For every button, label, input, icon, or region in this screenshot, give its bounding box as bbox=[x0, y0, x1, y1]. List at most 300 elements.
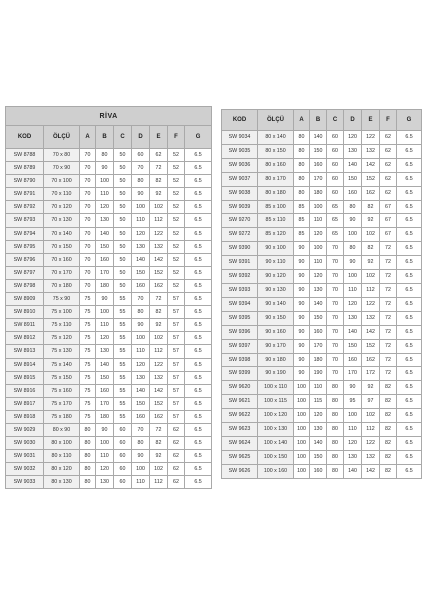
dimension-cell: 6.5 bbox=[397, 256, 422, 270]
dimension-cell: 110 bbox=[96, 450, 114, 463]
dimension-cell: 55 bbox=[114, 345, 132, 358]
dimension-cell: 112 bbox=[362, 283, 380, 297]
dimension-cell: 80 bbox=[80, 476, 96, 489]
dimension-cell: 60 bbox=[114, 437, 132, 450]
dimension-cell: 82 bbox=[380, 409, 397, 423]
dimension-cell: 150 bbox=[344, 172, 362, 186]
dimension-cell: 6.5 bbox=[397, 409, 422, 423]
dimension-cell: 90 bbox=[96, 293, 114, 306]
size-cell: 70 x 110 bbox=[44, 188, 80, 201]
column-header-b: B bbox=[310, 110, 327, 131]
dimension-cell: 82 bbox=[380, 395, 397, 409]
table-row bbox=[6, 450, 212, 463]
dimension-cell: 6.5 bbox=[185, 201, 212, 214]
table-row bbox=[222, 172, 422, 186]
table-row bbox=[222, 381, 422, 395]
product-code-cell: SW 9623 bbox=[222, 423, 258, 437]
dimension-cell: 90 bbox=[132, 450, 150, 463]
dimension-cell: 80 bbox=[327, 450, 344, 464]
dimension-cell: 70 bbox=[80, 201, 96, 214]
dimension-cell: 55 bbox=[114, 332, 132, 345]
dimension-cell: 92 bbox=[150, 450, 168, 463]
dimension-cell: 102 bbox=[150, 463, 168, 476]
dimension-cell: 80 bbox=[132, 306, 150, 319]
dimension-cell: 172 bbox=[362, 367, 380, 381]
dimension-cell: 130 bbox=[96, 345, 114, 358]
dimension-cell: 62 bbox=[168, 437, 185, 450]
dimension-cell: 50 bbox=[114, 227, 132, 240]
product-code-cell: SW 9621 bbox=[222, 395, 258, 409]
size-cell: 75 x 160 bbox=[44, 384, 80, 397]
dimension-cell: 140 bbox=[344, 464, 362, 478]
dimension-cell: 80 bbox=[132, 437, 150, 450]
dimension-cell: 142 bbox=[150, 253, 168, 266]
table-row bbox=[6, 188, 212, 201]
table-row bbox=[6, 214, 212, 227]
size-cell: 90 x 100 bbox=[258, 242, 294, 256]
dimension-cell: 62 bbox=[168, 476, 185, 489]
dimension-cell: 160 bbox=[310, 325, 327, 339]
column-header-d: D bbox=[132, 126, 150, 149]
dimension-cell: 80 bbox=[327, 409, 344, 423]
dimension-cell: 55 bbox=[114, 306, 132, 319]
table-row bbox=[6, 345, 212, 358]
dimension-cell: 150 bbox=[132, 266, 150, 279]
dimension-cell: 90 bbox=[294, 325, 310, 339]
dimension-cell: 100 bbox=[294, 395, 310, 409]
dimension-cell: 132 bbox=[362, 311, 380, 325]
column-header-d: D bbox=[344, 110, 362, 131]
dimension-cell: 110 bbox=[96, 319, 114, 332]
dimension-cell: 62 bbox=[168, 450, 185, 463]
dimension-cell: 62 bbox=[380, 158, 397, 172]
size-cell: 70 x 150 bbox=[44, 240, 80, 253]
dimension-cell: 6.5 bbox=[397, 464, 422, 478]
dimension-cell: 60 bbox=[114, 476, 132, 489]
dimension-cell: 70 bbox=[327, 270, 344, 284]
dimension-cell: 50 bbox=[114, 188, 132, 201]
dimension-cell: 60 bbox=[114, 450, 132, 463]
dimension-cell: 6.5 bbox=[185, 162, 212, 175]
table-row bbox=[222, 436, 422, 450]
table-row bbox=[222, 409, 422, 423]
table-row bbox=[222, 325, 422, 339]
product-code-cell: SW 8789 bbox=[6, 162, 44, 175]
dimension-cell: 80 bbox=[96, 149, 114, 162]
dimension-cell: 160 bbox=[132, 279, 150, 292]
column-header-c: C bbox=[327, 110, 344, 131]
dimension-cell: 6.5 bbox=[185, 240, 212, 253]
dimension-cell: 65 bbox=[327, 200, 344, 214]
dimension-cell: 75 bbox=[80, 384, 96, 397]
table-row bbox=[222, 131, 422, 145]
size-cell: 75 x 130 bbox=[44, 345, 80, 358]
product-code-cell: SW 9393 bbox=[222, 283, 258, 297]
product-code-cell: SW 8794 bbox=[6, 227, 44, 240]
dimension-cell: 80 bbox=[327, 395, 344, 409]
table-row bbox=[222, 242, 422, 256]
table-row bbox=[6, 162, 212, 175]
dimension-cell: 112 bbox=[150, 214, 168, 227]
dimension-cell: 6.5 bbox=[185, 450, 212, 463]
dimension-cell: 132 bbox=[362, 450, 380, 464]
size-cell: 75 x 170 bbox=[44, 397, 80, 410]
product-code-cell: SW 9038 bbox=[222, 186, 258, 200]
dimension-cell: 72 bbox=[150, 293, 168, 306]
size-cell: 70 x 80 bbox=[44, 149, 80, 162]
dimension-cell: 120 bbox=[132, 227, 150, 240]
table-row bbox=[6, 371, 212, 384]
dimension-cell: 100 bbox=[344, 228, 362, 242]
dimension-cell: 90 bbox=[294, 367, 310, 381]
dimension-cell: 130 bbox=[344, 450, 362, 464]
dimension-cell: 72 bbox=[380, 367, 397, 381]
column-header-a: A bbox=[80, 126, 96, 149]
dimension-cell: 80 bbox=[80, 437, 96, 450]
dimension-cell: 85 bbox=[294, 200, 310, 214]
dimension-cell: 170 bbox=[310, 172, 327, 186]
dimension-cell: 120 bbox=[96, 201, 114, 214]
product-code-cell: SW 9392 bbox=[222, 270, 258, 284]
dimension-cell: 85 bbox=[294, 228, 310, 242]
dimension-cell: 70 bbox=[327, 311, 344, 325]
dimension-cell: 130 bbox=[310, 283, 327, 297]
size-cell: 80 x 160 bbox=[258, 158, 294, 172]
size-cell: 70 x 120 bbox=[44, 201, 80, 214]
dimension-cell: 50 bbox=[114, 175, 132, 188]
dimension-cell: 190 bbox=[310, 367, 327, 381]
dimension-cell: 170 bbox=[96, 266, 114, 279]
column-header-l: ÖLÇÜ bbox=[44, 126, 80, 149]
dimension-cell: 52 bbox=[168, 188, 185, 201]
table-row bbox=[6, 227, 212, 240]
dimension-cell: 52 bbox=[168, 149, 185, 162]
size-cell: 90 x 120 bbox=[258, 270, 294, 284]
product-code-cell: SW 8791 bbox=[6, 188, 44, 201]
product-code-cell: SW 9398 bbox=[222, 353, 258, 367]
size-cell: 85 x 110 bbox=[258, 214, 294, 228]
dimension-cell: 72 bbox=[380, 270, 397, 284]
size-cell: 80 x 90 bbox=[44, 423, 80, 436]
table-row bbox=[6, 175, 212, 188]
dimension-cell: 70 bbox=[80, 279, 96, 292]
dimension-cell: 62 bbox=[380, 186, 397, 200]
dimension-cell: 82 bbox=[150, 306, 168, 319]
dimension-cell: 70 bbox=[80, 149, 96, 162]
dimension-cell: 57 bbox=[168, 319, 185, 332]
dimension-cell: 140 bbox=[310, 131, 327, 145]
dimension-cell: 100 bbox=[294, 464, 310, 478]
dimension-cell: 82 bbox=[380, 381, 397, 395]
dimension-cell: 60 bbox=[327, 186, 344, 200]
product-code-cell: SW 9270 bbox=[222, 214, 258, 228]
dimension-cell: 100 bbox=[96, 306, 114, 319]
dimension-cell: 110 bbox=[132, 345, 150, 358]
product-code-cell: SW 9039 bbox=[222, 200, 258, 214]
size-cell: 80 x 150 bbox=[258, 144, 294, 158]
dimension-cell: 122 bbox=[362, 297, 380, 311]
dimension-cell: 6.5 bbox=[397, 423, 422, 437]
product-code-cell: SW 9391 bbox=[222, 256, 258, 270]
dimension-cell: 80 bbox=[294, 144, 310, 158]
product-code-cell: SW 9029 bbox=[6, 423, 44, 436]
dimension-cell: 67 bbox=[380, 214, 397, 228]
dimension-cell: 120 bbox=[310, 270, 327, 284]
dimension-cell: 72 bbox=[150, 162, 168, 175]
dimension-cell: 85 bbox=[294, 214, 310, 228]
dimension-cell: 130 bbox=[344, 311, 362, 325]
table-row bbox=[6, 463, 212, 476]
dimension-cell: 6.5 bbox=[397, 450, 422, 464]
dimension-cell: 6.5 bbox=[185, 306, 212, 319]
column-header-g: G bbox=[185, 126, 212, 149]
table-row bbox=[6, 384, 212, 397]
dimension-cell: 100 bbox=[132, 201, 150, 214]
size-cell: 75 x 140 bbox=[44, 358, 80, 371]
dimension-cell: 50 bbox=[114, 253, 132, 266]
dimension-cell: 70 bbox=[80, 266, 96, 279]
dimension-cell: 75 bbox=[80, 319, 96, 332]
dimension-cell: 6.5 bbox=[185, 410, 212, 423]
dimension-cell: 75 bbox=[80, 293, 96, 306]
dimension-cell: 90 bbox=[294, 242, 310, 256]
dimension-cell: 6.5 bbox=[185, 175, 212, 188]
product-code-cell: SW 8913 bbox=[6, 345, 44, 358]
dimension-cell: 57 bbox=[168, 384, 185, 397]
dimension-cell: 162 bbox=[150, 410, 168, 423]
dimension-cell: 130 bbox=[96, 476, 114, 489]
dimension-cell: 6.5 bbox=[185, 319, 212, 332]
table-row bbox=[6, 423, 212, 436]
dimension-cell: 92 bbox=[362, 256, 380, 270]
column-header-f: F bbox=[168, 126, 185, 149]
size-cell: 75 x 150 bbox=[44, 371, 80, 384]
table-row bbox=[222, 339, 422, 353]
dimension-cell: 140 bbox=[132, 384, 150, 397]
dimension-cell: 65 bbox=[327, 228, 344, 242]
dimension-cell: 120 bbox=[96, 463, 114, 476]
product-code-cell: SW 9032 bbox=[6, 463, 44, 476]
dimension-cell: 112 bbox=[150, 345, 168, 358]
dimension-cell: 62 bbox=[150, 149, 168, 162]
dimension-cell: 90 bbox=[344, 214, 362, 228]
dimension-cell: 6.5 bbox=[185, 423, 212, 436]
table-row bbox=[6, 201, 212, 214]
size-cell: 100 x 120 bbox=[258, 409, 294, 423]
dimension-cell: 80 bbox=[294, 186, 310, 200]
dimension-cell: 6.5 bbox=[397, 283, 422, 297]
dimension-cell: 57 bbox=[168, 345, 185, 358]
dimension-cell: 70 bbox=[327, 297, 344, 311]
dimension-cell: 6.5 bbox=[397, 186, 422, 200]
dimension-cell: 140 bbox=[310, 297, 327, 311]
product-code-cell: SW 9033 bbox=[6, 476, 44, 489]
size-cell: 100 x 115 bbox=[258, 395, 294, 409]
dimension-cell: 6.5 bbox=[397, 325, 422, 339]
column-header-c: C bbox=[114, 126, 132, 149]
table-row bbox=[222, 144, 422, 158]
table-row bbox=[222, 423, 422, 437]
dimension-cell: 92 bbox=[362, 214, 380, 228]
table-row bbox=[6, 410, 212, 423]
product-code-cell: SW 8916 bbox=[6, 384, 44, 397]
dimension-cell: 6.5 bbox=[185, 358, 212, 371]
product-code-cell: SW 8795 bbox=[6, 240, 44, 253]
product-code-cell: SW 8793 bbox=[6, 214, 44, 227]
dimension-cell: 82 bbox=[380, 436, 397, 450]
size-cell: 100 x 150 bbox=[258, 450, 294, 464]
riva-table-right bbox=[221, 109, 422, 479]
size-cell: 90 x 110 bbox=[258, 256, 294, 270]
dimension-cell: 102 bbox=[362, 409, 380, 423]
dimension-cell: 90 bbox=[294, 339, 310, 353]
dimension-cell: 70 bbox=[132, 162, 150, 175]
dimension-cell: 120 bbox=[96, 332, 114, 345]
dimension-cell: 115 bbox=[310, 395, 327, 409]
dimension-cell: 57 bbox=[168, 293, 185, 306]
dimension-cell: 80 bbox=[294, 172, 310, 186]
dimension-cell: 90 bbox=[294, 283, 310, 297]
product-code-cell: SW 8798 bbox=[6, 279, 44, 292]
size-cell: 80 x 180 bbox=[258, 186, 294, 200]
dimension-cell: 110 bbox=[310, 214, 327, 228]
dimension-cell: 72 bbox=[380, 256, 397, 270]
dimension-cell: 50 bbox=[114, 162, 132, 175]
size-cell: 90 x 170 bbox=[258, 339, 294, 353]
dimension-cell: 110 bbox=[132, 214, 150, 227]
dimension-cell: 62 bbox=[380, 144, 397, 158]
size-cell: 75 x 110 bbox=[44, 319, 80, 332]
dimension-cell: 82 bbox=[380, 423, 397, 437]
dimension-cell: 97 bbox=[362, 395, 380, 409]
dimension-cell: 70 bbox=[80, 240, 96, 253]
dimension-cell: 6.5 bbox=[185, 371, 212, 384]
table-row bbox=[6, 397, 212, 410]
dimension-cell: 60 bbox=[327, 144, 344, 158]
dimension-cell: 112 bbox=[362, 423, 380, 437]
table-row bbox=[222, 353, 422, 367]
product-code-cell: SW 9394 bbox=[222, 297, 258, 311]
size-cell: 85 x 100 bbox=[258, 200, 294, 214]
dimension-cell: 142 bbox=[150, 384, 168, 397]
dimension-cell: 50 bbox=[114, 266, 132, 279]
dimension-cell: 92 bbox=[362, 381, 380, 395]
dimension-cell: 52 bbox=[168, 266, 185, 279]
dimension-cell: 72 bbox=[380, 353, 397, 367]
column-header-g: G bbox=[397, 110, 422, 131]
dimension-cell: 55 bbox=[114, 371, 132, 384]
dimension-cell: 150 bbox=[96, 371, 114, 384]
size-cell: 90 x 150 bbox=[258, 311, 294, 325]
product-code-cell: SW 9626 bbox=[222, 464, 258, 478]
dimension-cell: 75 bbox=[80, 345, 96, 358]
dimension-cell: 170 bbox=[310, 339, 327, 353]
dimension-cell: 70 bbox=[327, 367, 344, 381]
dimension-cell: 6.5 bbox=[397, 214, 422, 228]
dimension-cell: 6.5 bbox=[397, 144, 422, 158]
product-code-cell: SW 8911 bbox=[6, 319, 44, 332]
size-cell: 70 x 140 bbox=[44, 227, 80, 240]
dimension-cell: 150 bbox=[132, 397, 150, 410]
dimension-cell: 130 bbox=[310, 423, 327, 437]
dimension-cell: 52 bbox=[168, 175, 185, 188]
size-cell: 75 x 180 bbox=[44, 410, 80, 423]
dimension-cell: 162 bbox=[150, 279, 168, 292]
dimension-cell: 130 bbox=[132, 240, 150, 253]
dimension-cell: 70 bbox=[132, 423, 150, 436]
size-cell: 100 x 160 bbox=[258, 464, 294, 478]
dimension-cell: 6.5 bbox=[185, 188, 212, 201]
table-row bbox=[222, 283, 422, 297]
dimension-cell: 100 bbox=[310, 242, 327, 256]
dimension-cell: 92 bbox=[150, 319, 168, 332]
dimension-cell: 72 bbox=[380, 297, 397, 311]
dimension-cell: 90 bbox=[344, 381, 362, 395]
dimension-cell: 80 bbox=[344, 200, 362, 214]
dimension-cell: 160 bbox=[344, 353, 362, 367]
product-code-cell: SW 8917 bbox=[6, 397, 44, 410]
dimension-cell: 150 bbox=[310, 311, 327, 325]
dimension-cell: 122 bbox=[150, 227, 168, 240]
dimension-cell: 6.5 bbox=[185, 397, 212, 410]
dimension-cell: 72 bbox=[380, 325, 397, 339]
dimension-cell: 142 bbox=[362, 464, 380, 478]
dimension-cell: 6.5 bbox=[397, 172, 422, 186]
size-cell: 70 x 170 bbox=[44, 266, 80, 279]
table-row bbox=[6, 476, 212, 489]
dimension-cell: 130 bbox=[96, 214, 114, 227]
dimension-cell: 90 bbox=[294, 256, 310, 270]
product-code-cell: SW 9620 bbox=[222, 381, 258, 395]
table-row bbox=[6, 149, 212, 162]
dimension-cell: 100 bbox=[132, 463, 150, 476]
dimension-cell: 6.5 bbox=[397, 311, 422, 325]
column-header-e: E bbox=[362, 110, 380, 131]
product-code-cell: SW 9272 bbox=[222, 228, 258, 242]
column-header-l: ÖLÇÜ bbox=[258, 110, 294, 131]
size-cell: 90 x 160 bbox=[258, 325, 294, 339]
table-title: RİVA bbox=[6, 107, 212, 126]
dimension-cell: 122 bbox=[362, 131, 380, 145]
product-code-cell: SW 8912 bbox=[6, 332, 44, 345]
table-row bbox=[6, 266, 212, 279]
dimension-cell: 142 bbox=[362, 325, 380, 339]
table-row bbox=[222, 228, 422, 242]
dimension-cell: 100 bbox=[294, 381, 310, 395]
dimension-cell: 6.5 bbox=[185, 293, 212, 306]
product-code-cell: SW 9036 bbox=[222, 158, 258, 172]
dimension-cell: 150 bbox=[344, 339, 362, 353]
dimension-cell: 55 bbox=[114, 384, 132, 397]
dimension-cell: 6.5 bbox=[185, 227, 212, 240]
dimension-cell: 72 bbox=[380, 242, 397, 256]
dimension-cell: 90 bbox=[132, 188, 150, 201]
dimension-cell: 80 bbox=[80, 463, 96, 476]
dimension-cell: 100 bbox=[294, 436, 310, 450]
table-row bbox=[222, 395, 422, 409]
table-row bbox=[222, 158, 422, 172]
dimension-cell: 62 bbox=[168, 463, 185, 476]
dimension-cell: 152 bbox=[150, 266, 168, 279]
size-cell: 90 x 130 bbox=[258, 283, 294, 297]
dimension-cell: 160 bbox=[96, 253, 114, 266]
dimension-cell: 6.5 bbox=[397, 339, 422, 353]
column-header-kod: KOD bbox=[222, 110, 258, 131]
table-row bbox=[6, 306, 212, 319]
dimension-cell: 75 bbox=[80, 332, 96, 345]
dimension-cell: 6.5 bbox=[185, 437, 212, 450]
dimension-cell: 80 bbox=[294, 158, 310, 172]
